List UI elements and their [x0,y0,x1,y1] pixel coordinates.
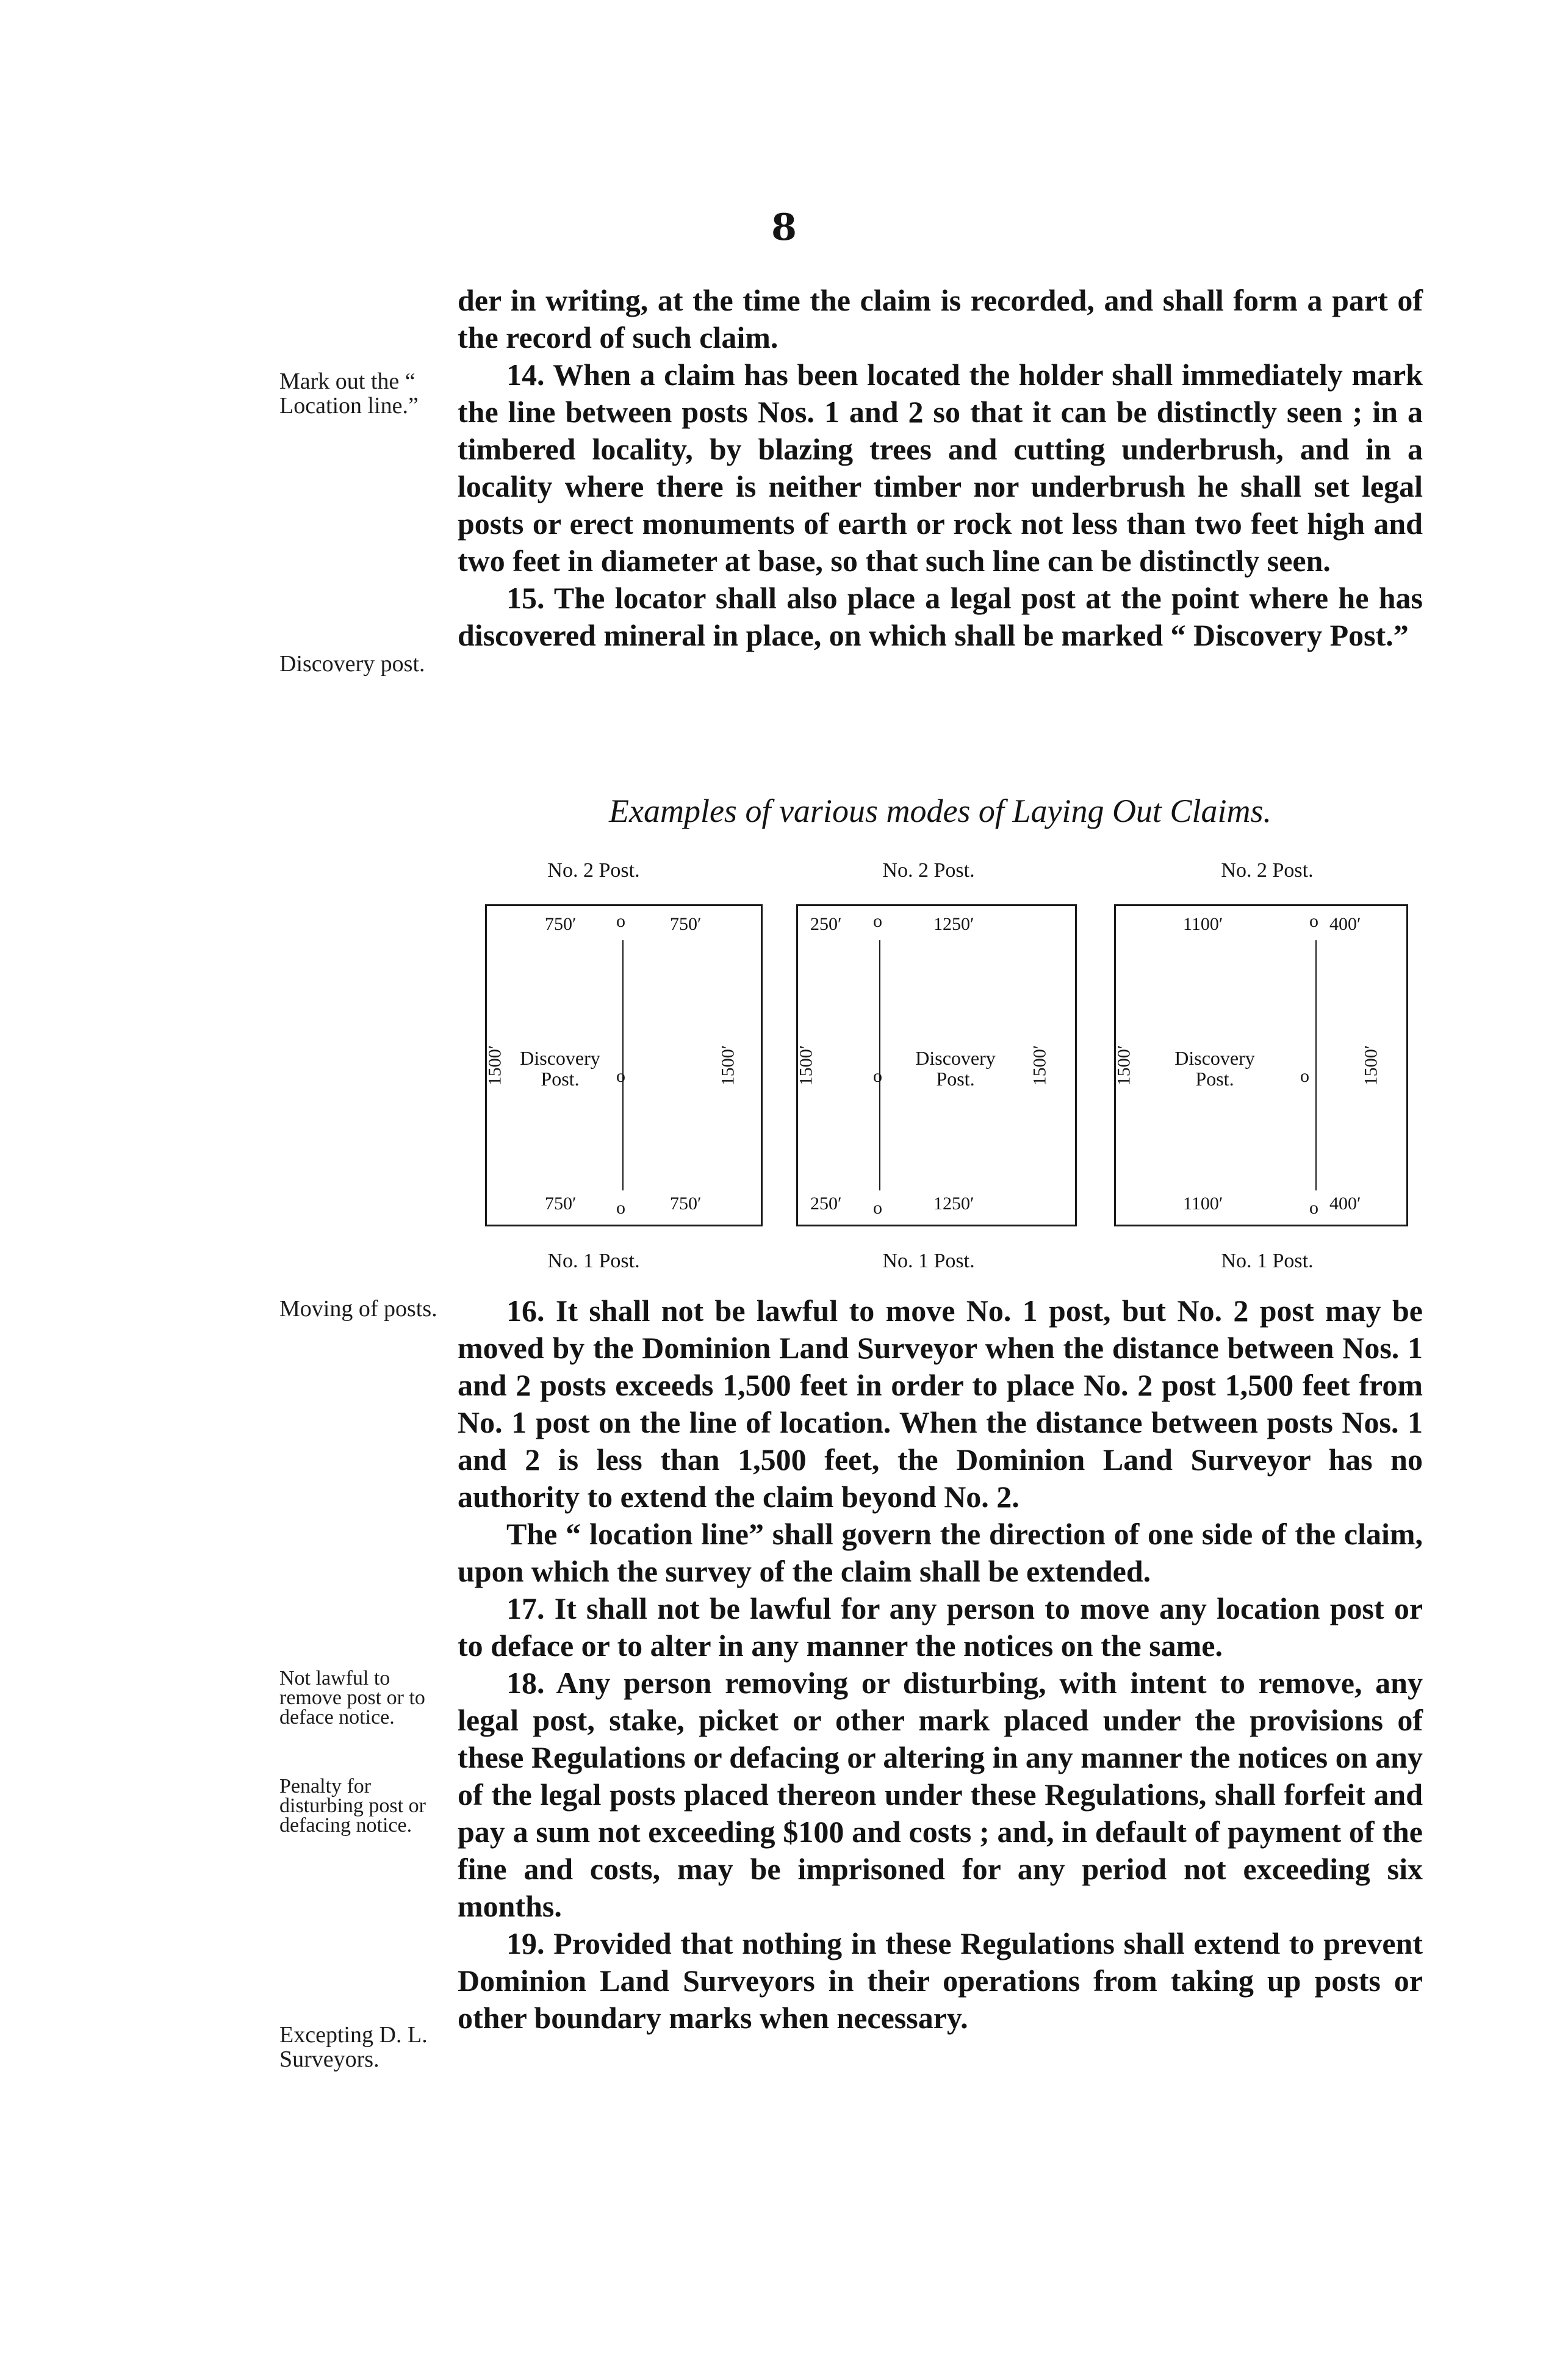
discovery-post-label [901,1048,1010,1089]
post-marker-bottom: o [873,1198,882,1218]
discovery-post-marker: o [1300,1066,1309,1086]
discovery-line-2: Post. [541,1068,580,1090]
discovery-post-marker: o [616,1066,625,1086]
bottom-left-distance: 750′ [545,1193,577,1214]
discovery-line-2: Post. [936,1068,975,1090]
top-left-distance: 750′ [545,914,577,934]
post-marker-bottom: o [616,1198,625,1218]
section-17-text: It shall not be lawful for any person to move any location post or to deface or to alter in any manner the notices on the same. [458,1591,1423,1663]
diagram-2-bottom-post-label: No. 1 Post. [882,1250,975,1272]
top-text-block [458,282,1423,654]
section-14-text: When a claim has been located the holder shall immediately mark the line between posts Nos. 1 and 2 so that it can be distinctly seen ; in a timbered locality, by blazing trees and cutting underbrush, and in a locality where there is neither timber nor underbrush he shall set legal posts or erect monuments of earth or rock not less than two feet high and two feet in diameter at base, so that such line can be distinctly seen. [458,358,1423,578]
section-16 [458,1292,1423,1516]
section-14 [458,356,1423,580]
section-16-text: It shall not be lawful to move No. 1 post, but No. 2 post may be moved by the Dominion Land Surveyor when the distance between Nos. 1 and 2 posts exceeds 1,500 feet in order to place No. 2 post 1,500 feet from No. 1 post on the line of location. When the distance between posts Nos. 1 and 2 is less than 1,500 feet, the Dominion Land Surveyor has no authority to extend the claim beyond No. 2. [458,1294,1423,1514]
margin-note-mark-out: Mark out the “ Location line.” [279,369,419,419]
section-19-text: Provided that nothing in these Regulations shall extend to prevent Dominion Land Surveyors in their operations from taking up posts or other boundary marks when necessary. [458,1926,1423,2035]
diagram-3-top-post-label: No. 2 Post. [1221,859,1314,882]
post-marker-top: o [1309,911,1318,931]
margin-note-excepting: Excepting D. L. Surveyors. [279,2022,428,2072]
right-side-distance: 1500′ [1361,1045,1381,1086]
section-14-number: 14. [506,358,545,392]
bottom-left-distance: 250′ [810,1193,842,1214]
left-side-distance: 1500′ [796,1045,816,1086]
top-right-distance: 750′ [670,914,702,934]
top-right-distance: 1250′ [933,914,974,934]
bottom-right-distance: 400′ [1329,1193,1361,1214]
margin-note-discovery: Discovery post. [279,651,425,677]
bottom-right-distance: 1250′ [933,1193,974,1214]
margin-note-moving: Moving of posts. [279,1296,437,1322]
page-number: 8 [771,206,797,249]
bottom-left-distance: 1100′ [1183,1193,1223,1214]
discovery-post-marker: o [873,1066,882,1086]
right-side-distance: 1500′ [1029,1045,1050,1086]
margin-note-not-lawful: Not lawful to remove post or to deface notice. [279,1667,425,1729]
discovery-line-1: Discovery [915,1047,996,1069]
claim-diagram-2 [796,904,1077,1226]
discovery-line-2: Post. [1195,1068,1234,1090]
section-18-number: 18. [506,1666,545,1700]
top-left-distance: 1100′ [1183,914,1223,934]
location-line [1315,940,1317,1190]
section-19 [458,1925,1423,2037]
section-16-number: 16. [506,1294,545,1328]
section-18-text: Any person removing or disturbing, with intent to remove, any legal post, stake, picket or other mark placed under the provisions of these Regulations or defacing or altering in any manner the notices on any of the legal posts placed thereon under these Regulations, shall forfeit and pay a sum not exceeding $100 and costs ; and, in default of payment of the fine and costs, may be imprisoned for any period not exceeding six months. [458,1666,1423,1923]
section-17 [458,1590,1423,1665]
section-17-number: 17. [506,1591,545,1625]
claim-diagram-1 [485,904,763,1226]
left-side-distance: 1500′ [1113,1045,1134,1086]
diagram-1-top-post-label: No. 2 Post. [547,859,640,882]
discovery-line-1: Discovery [1174,1047,1255,1069]
continuation-paragraph: der in writing, at the time the claim is recorded, and shall form a part of the record of such claim. [458,283,1423,355]
location-line [622,940,624,1190]
location-line [879,940,880,1190]
section-18 [458,1665,1423,1925]
post-marker-top: o [616,911,625,931]
bottom-text-block [458,1292,1423,2037]
diagram-3-bottom-post-label: No. 1 Post. [1221,1250,1314,1272]
section-16-continued: The “ location line” shall govern the direction of one side of the claim, upon which the survey of the claim shall be extended. [458,1517,1423,1588]
section-19-number: 19. [506,1926,545,1960]
right-side-distance: 1500′ [717,1045,738,1086]
claim-diagram-3 [1114,904,1408,1226]
left-side-distance: 1500′ [484,1045,505,1086]
examples-title: Examples of various modes of Laying Out Claims. [609,793,1271,829]
discovery-post-label [1160,1048,1270,1089]
diagram-1-bottom-post-label: No. 1 Post. [547,1250,640,1272]
discovery-line-1: Discovery [520,1047,600,1069]
section-15-number: 15. [506,581,545,615]
section-15-text: The locator shall also place a legal post at the point where he has discovered mineral in place, on which shall be marked “ Discovery Post.” [458,581,1423,652]
post-marker-bottom: o [1309,1198,1318,1218]
discovery-post-label [505,1048,615,1089]
diagram-2-top-post-label: No. 2 Post. [882,859,975,882]
top-right-distance: 400′ [1329,914,1361,934]
bottom-right-distance: 750′ [670,1193,702,1214]
post-marker-top: o [873,911,882,931]
margin-note-penalty: Penalty for disturbing post or defacing notice. [279,1775,426,1837]
section-15 [458,580,1423,654]
top-left-distance: 250′ [810,914,842,934]
